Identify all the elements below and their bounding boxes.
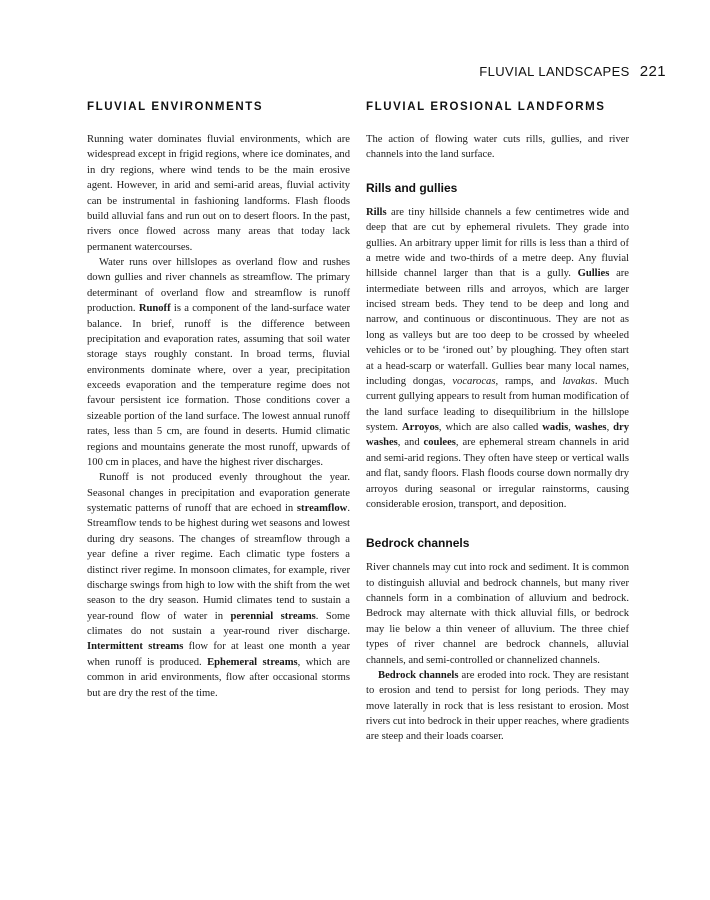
- term-intermittent-streams: Intermittent streams: [87, 641, 184, 653]
- paragraph-text: . Some climates do not sustain a year-round river discharge.: [87, 610, 350, 637]
- paragraph-text: , and: [397, 437, 420, 449]
- term-coulees: coulees: [423, 437, 456, 449]
- term-gullies: Gullies: [577, 268, 610, 280]
- term-lavakas: lavakas: [562, 375, 595, 387]
- term-arroyos: Arroyos: [402, 422, 439, 433]
- paragraph: [87, 470, 350, 701]
- paragraph-text: are eroded into rock. They are resistant to erosion and tend to persist for long periods. They may move laterally in rock that is less resistant to erosion. Most rivers cut into bedrock in their upper reaches, where gradients are steep and their loads coarser.: [366, 669, 629, 743]
- section-heading-fluvial-environments: FLUVIAL ENVIRONMENTS: [87, 101, 264, 113]
- paragraph-text: , ramps, and: [495, 375, 556, 387]
- paragraph-text: , which are also called: [438, 422, 539, 433]
- section-heading-fluvial-erosional-landforms: FLUVIAL EROSIONAL LANDFORMS: [366, 101, 606, 113]
- running-head: [479, 63, 666, 80]
- paragraph-text: Runoff is not produced evenly throughout the year. Seasonal changes in precipitation and evaporation generate systematic patterns of runoff that are echoed in: [87, 472, 350, 514]
- right-column: [366, 101, 629, 745]
- paragraph-text: Running water dominates fluvial environments, which are widespread except in frigid regions, where ice dominates, and in dry regions, where wind tends to be the main erosive agent. However, in arid and semi-arid areas, fluvial activity can be instrumental in fashioning landforms. Flash floods build alluvial fans and run out on to desert floors. In the past, rivers once flowed across many areas that today lack permanent watercourses.: [87, 134, 350, 253]
- term-streamflow: streamflow: [296, 503, 348, 514]
- running-title: FLUVIAL LANDSCAPES: [479, 64, 630, 79]
- term-runoff: Runoff: [138, 303, 171, 315]
- paragraph: [366, 205, 629, 513]
- subheading-rills-and-gullies: Rills and gullies: [366, 180, 458, 195]
- left-column: [87, 101, 350, 701]
- term-ephemeral-streams: Ephemeral streams: [207, 656, 298, 668]
- term-rills: Rills: [366, 206, 387, 218]
- paragraph-text: The action of flowing water cuts rills, gullies, and river channels into the land surface.: [366, 134, 629, 161]
- paragraph: [366, 132, 629, 163]
- paragraph: [87, 255, 350, 470]
- paragraph-text: are tiny hillside channels a few centimetres wide and deep that are cut by ephemeral rivulets. They grade into gullies. An arbitrary upper limit for rills is less than a third of a metre wide and two-thirds of a metre deep. Any fluvial hillside channel larger than that is a gully.: [366, 206, 629, 280]
- paragraph-text: . Streamflow tends to be highest during wet seasons and lowest during dry seasons. The changes of streamflow through a year define a river regime. Each climatic type fosters a distinct river regime. In monsoon climates, for example, river discharge swings from high to low with the shift from the wet season to the dry season. Humid climates tend to sustain a year-round flow of water in: [87, 503, 350, 622]
- page-number: 221: [639, 63, 666, 80]
- paragraph: [87, 132, 350, 255]
- punct: ,: [606, 422, 610, 433]
- paragraph: [366, 560, 629, 668]
- punct: ,: [568, 422, 571, 433]
- paragraph-text: . Much current gullying appears to result from human modification of the land surface leading to disequilibrium in the hillslope system.: [366, 375, 630, 433]
- term-dry-washes: dry washes: [366, 422, 630, 449]
- paragraph-text: River channels may cut into rock and sediment. It is common to distinguish alluvial and bedrock channels, but many river channels form in a combination of alluvium and bedrock. Bedrock may alternate with thick alluvial fills, or bedrock may lie below a thin veneer of alluvium. The three chief types of river channel are bedrock channels, alluvial channels, and semi-controlled or channelized channels.: [366, 562, 629, 666]
- subheading-bedrock-channels: Bedrock channels: [366, 536, 470, 551]
- term-washes: washes: [574, 422, 607, 433]
- paragraph-text: , which are common in arid environments, flow after occasional storms but are dry the rest of the time.: [87, 656, 350, 699]
- paragraph-text: flow for at least one month a year when runoff is produced.: [87, 641, 351, 668]
- term-wadis: wadis: [542, 422, 569, 433]
- paragraph-text: is a component of the land-surface water balance. In brief, runoff is the difference between precipitation and evaporation rates, assuming that soil water storage stays roughly constant. In broad terms, fluvial environments dominate where, over a year, precipitation exceeds evaporation and the temperature regime does not favour persistent ice formation. Those conditions cover a sizeable portion of the land surface. The lowest annual runoff rates, less than 5 cm, are found in deserts. Humid climatic regions and mountains generate the most runoff, upwards of 100 cm in places, and have the highest river discharges.: [87, 303, 351, 468]
- term-bedrock-channels: Bedrock channels: [378, 669, 459, 681]
- term-vocarocas: vocarocas: [452, 375, 496, 387]
- paragraph: [366, 668, 629, 745]
- paragraph-text: are intermediate between rills and arroyos, which are larger incised stream beds. They tend to be deep and long and narrow, and continuous or discontinuous. They are not as long as valleys but are too deep to be crossed by wheeled vehicles or to be ‘ironed out’ by ploughing. They often start at a head-scarp or waterfall. Gullies bear many local names, including dongas,: [366, 268, 629, 387]
- paragraph-text: , are ephemeral stream channels in arid and semi-arid regions. They often have steep or vertical walls and flat, sandy floors. Flash floods course down normally dry arroyos during seasonal or irregular rainstorms, causing considerable erosion, transport, and deposition.: [366, 437, 629, 510]
- paragraph-text: Water runs over hillslopes as overland flow and rushes down gullies and river channels as streamflow. The primary determinant of overland flow and streamflow is runoff production.: [87, 257, 350, 315]
- term-perennial-streams: perennial streams: [230, 610, 316, 622]
